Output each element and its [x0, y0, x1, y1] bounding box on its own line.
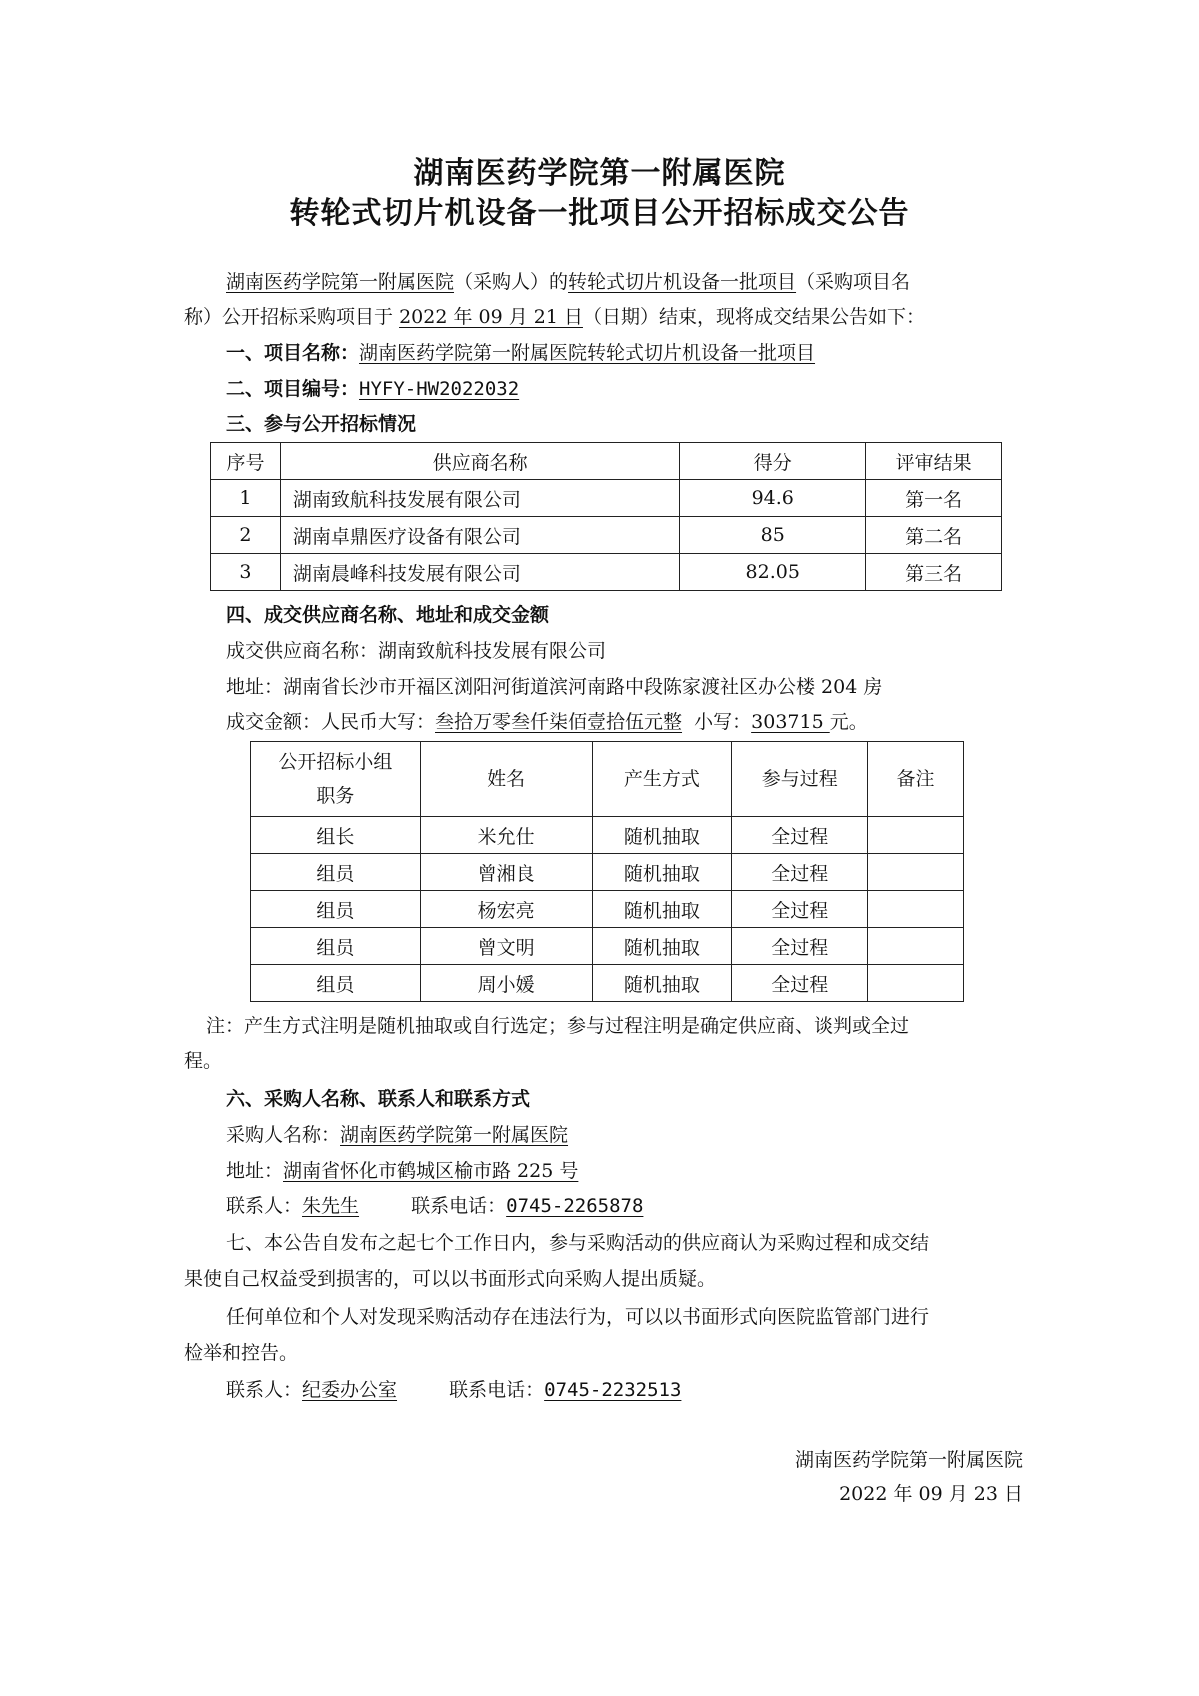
winner-supplier: 成交供应商名称：湖南致航科技发展有限公司: [226, 640, 607, 662]
bidder-table: [210, 442, 1002, 591]
winner-address: 地址：湖南省长沙市开福区浏阳河街道滨河南路中段陈家渡社区办公楼 204 房: [226, 676, 883, 698]
intro-line-2: 称）公开招标采购项目于 2022 年 09 月 21 日（日期）结束，现将成交结果公告如下：: [184, 306, 925, 328]
table-header-row: 序号 供应商名称 得分 评审结果: [211, 443, 1002, 480]
table-row: 3 湖南晨峰科技发展有限公司 82.05 第三名: [211, 554, 1002, 591]
intro-line-1: 湖南医药学院第一附属医院（采购人）的转轮式切片机设备一批项目（采购项目名: [226, 271, 911, 293]
table-row: 组员 曾文明 随机抽取 全过程: [251, 928, 964, 965]
table-row: 组员 曾湘良 随机抽取 全过程: [251, 854, 964, 891]
winner-amount: 成交金额：人民币大写：叁拾万零叁仟柒佰壹拾伍元整 小写：303715 元。: [226, 711, 868, 733]
document-subtitle: 转轮式切片机设备一批项目公开招标成交公告: [289, 196, 910, 231]
section-bidding-heading: 三、参与公开招标情况: [226, 413, 417, 435]
table-row: 组员 杨宏亮 随机抽取 全过程: [251, 891, 964, 928]
purchaser-name: 湖南医药学院第一附属医院: [226, 271, 455, 293]
section-purchaser-heading: 六、采购人名称、联系人和联系方式: [226, 1088, 531, 1110]
note-line-2: 程。: [184, 1050, 223, 1072]
section-winner-heading: 四、成交供应商名称、地址和成交金额: [226, 604, 550, 626]
end-date: 2022 年 09 月 21 日: [399, 306, 583, 328]
section-project-number: 二、项目编号：HYFY-HW2022032: [226, 378, 520, 400]
note-line-1: 注：产生方式注明是随机抽取或自行选定；参与过程注明是确定供应商、谈判或全过: [206, 1015, 910, 1037]
signature-date: 2022 年 09 月 23 日: [839, 1483, 1023, 1505]
report-contact-line: 联系人：纪委办公室 联系电话：0745-2232513: [226, 1379, 682, 1401]
panel-table: [250, 741, 964, 1002]
objection-line-2: 果使自己权益受到损害的，可以以书面形式向采购人提出质疑。: [184, 1268, 717, 1290]
project-name: 转轮式切片机设备一批项目: [568, 271, 797, 293]
table-row: 1 湖南致航科技发展有限公司 94.6 第一名: [211, 480, 1002, 517]
purchaser-contact-line: 联系人：朱先生 联系电话：0745-2265878: [226, 1195, 644, 1217]
purchaser-name-line: 采购人名称：湖南医药学院第一附属医院: [226, 1124, 569, 1146]
section-project-name: 一、项目名称：湖南医药学院第一附属医院转轮式切片机设备一批项目: [226, 342, 816, 364]
table-header-row: 公开招标小组 职务 姓名 产生方式 参与过程 备注: [251, 742, 964, 817]
purchaser-address-line: 地址：湖南省怀化市鹤城区榆市路 225 号: [226, 1160, 579, 1182]
report-line-1: 任何单位和个人对发现采购活动存在违法行为，可以以书面形式向医院监管部门进行: [226, 1306, 930, 1328]
table-row: 组长 米允仕 随机抽取 全过程: [251, 817, 964, 854]
signature-org: 湖南医药学院第一附属医院: [794, 1449, 1023, 1471]
document-title: 湖南医药学院第一附属医院: [413, 156, 786, 191]
objection-line-1: 七、本公告自发布之起七个工作日内，参与采购活动的供应商认为采购过程和成交结: [226, 1232, 930, 1254]
report-line-2: 检举和控告。: [184, 1342, 299, 1364]
table-row: 2 湖南卓鼎医疗设备有限公司 85 第二名: [211, 517, 1002, 554]
table-row: 组员 周小媛 随机抽取 全过程: [251, 965, 964, 1002]
